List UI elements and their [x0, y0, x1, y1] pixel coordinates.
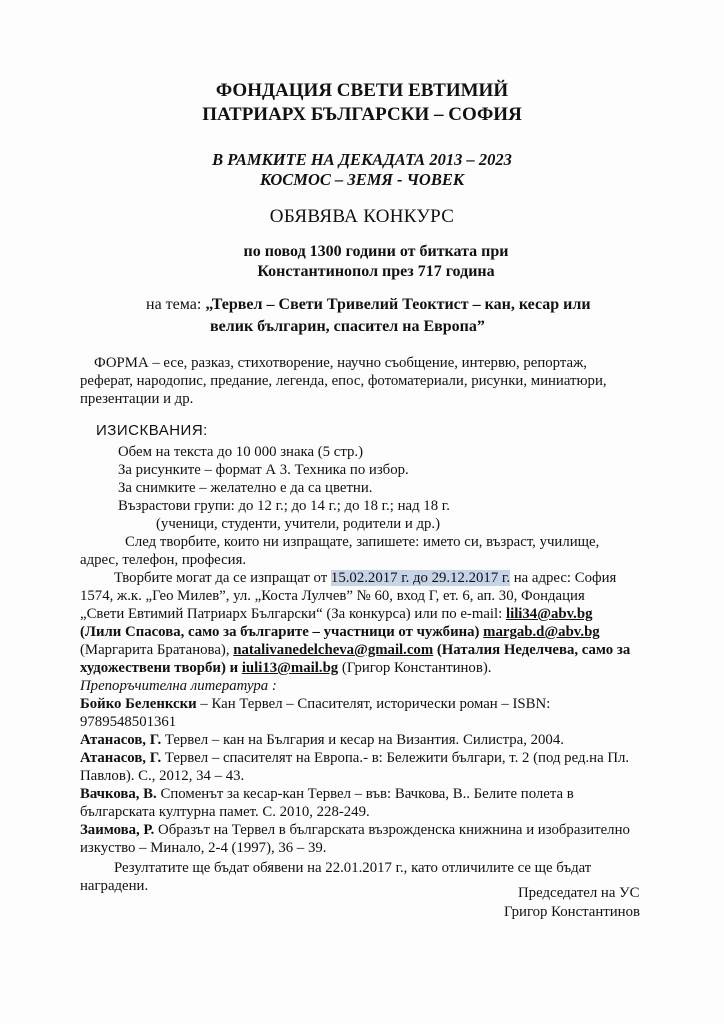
requirement-item: Обем на текста до 10 000 знака (5 стр.)	[118, 444, 364, 460]
literature-text: – Кан Тервел – Спасителят, исторически роман – ISBN:	[196, 696, 551, 712]
literature-text: Тервел – кан на България и кесар на Византия. Силистра, 2004.	[161, 732, 564, 748]
submission-text: на адрес: София	[510, 570, 617, 586]
requirement-item: За рисунките – формат А 3. Техника по избор.	[118, 462, 409, 478]
signature-name: Григор Константинов	[504, 904, 640, 920]
submission-line5	[80, 641, 630, 659]
after-works-line1: След творбите, които ни изпращате, запишете: името си, възраст, училище,	[125, 534, 600, 550]
literature-item-cont: Павлов). С., 2012, 34 – 43.	[80, 768, 245, 784]
topic-line1	[146, 294, 591, 315]
submission-note: (Лили Спасова, само за българите – участници от чужбина)	[80, 624, 480, 640]
literature-heading: Препоръчителна литература :	[80, 678, 277, 694]
submission-text: Творбите могат да се изпращат от	[114, 570, 331, 586]
form-line2: реферат, народопис, предание, легенда, епос, фотоматериали, рисунки, миниатюри,	[80, 373, 607, 389]
literature-author: Вачкова, В.	[80, 786, 157, 802]
topic-line2	[210, 316, 485, 337]
submission-dates: 15.02.2017 г. до 29.12.2017 г.	[330, 570, 511, 586]
literature-item	[80, 695, 550, 713]
decade-line2: КОСМОС – ЗЕМЯ - ЧОВЕК	[259, 170, 465, 189]
org-name-line1: ФОНДАЦИЯ СВЕТИ ЕВТИМИЙ	[215, 80, 509, 101]
occasion-line1: по повод 1300 години от битката при	[243, 243, 509, 260]
after-works-line2: адрес, телефон, професия.	[80, 552, 247, 568]
email-link-natali[interactable]: natalivanedelcheva@gmail.com	[233, 642, 434, 658]
literature-item	[80, 785, 574, 803]
requirement-item: Възрастови групи: до 12 г.; до 14 г.; до 18 г.; над 18 г.	[118, 498, 450, 514]
requirements-heading: ИЗИСКВАНИЯ:	[96, 422, 208, 439]
email-link-lili[interactable]: lili34@abv.bg	[505, 606, 593, 622]
submission-line2: 1574, ж.к. „Гео Милев”, ул. „Коста Лулчев” № 60, вход Г, ет. 6, ап. 30, Фондация	[80, 588, 585, 604]
results-line2: наградени.	[80, 878, 149, 894]
submission-text: (Григор Константинов).	[338, 660, 492, 676]
literature-author: Атанасов, Г.	[80, 750, 162, 766]
results-line1: Резултатите ще бъдат обявени на 22.01.2017 г., като отличилите се ще бъдат	[114, 860, 592, 876]
signature-title: Председател на УС	[518, 885, 640, 901]
literature-author: Атанасов, Г.	[80, 732, 162, 748]
literature-author: Бойко Беленкски	[80, 696, 197, 712]
announce-heading: ОБЯВЯВА КОНКУРС	[269, 206, 455, 227]
literature-item-cont: българската културна памет. С. 2010, 228-249.	[80, 804, 370, 820]
literature-item-cont: изкуство – Минало, 2-4 (1997), 36 – 39.	[80, 840, 327, 856]
submission-note: (Наталия Неделчева, само за	[436, 642, 631, 658]
org-name-line2: ПАТРИАРХ БЪЛГАРСКИ – СОФИЯ	[202, 104, 522, 125]
literature-author: Заимова, Р.	[80, 822, 155, 838]
form-line1: ФОРМА – есе, разказ, стихотворение, научно съобщение, интервю, репортаж,	[94, 355, 588, 371]
decade-line1: В РАМКИТЕ НА ДЕКАДАТА 2013 – 2023	[212, 150, 512, 169]
submission-line6	[80, 659, 491, 677]
email-link-iuli[interactable]: iuli13@mail.bg	[241, 660, 339, 676]
submission-line4	[80, 623, 600, 641]
topic-title-part2: велик българин, спасител на Европа”	[210, 318, 485, 335]
topic-prefix: на тема:	[146, 296, 206, 313]
literature-text: Споменът за кесар-кан Тервел – във: Вачкова, В.. Белите полета в	[156, 786, 574, 802]
submission-note: художествени творби) и	[80, 660, 239, 676]
email-link-margab[interactable]: margab.d@abv.bg	[483, 624, 600, 640]
literature-text: Образът на Тервел в българската възрожденска книжнина и изобразително	[154, 822, 630, 838]
literature-item	[80, 749, 629, 767]
submission-line3	[80, 605, 593, 623]
topic-title-part1: „Тервел – Свети Тривелий Теоктист – кан, кесар или	[205, 296, 591, 313]
literature-text: Тервел – спасителят на Европа.- в: Бележити българи, т. 2 (под ред.на Пл.	[161, 750, 630, 766]
literature-item	[80, 821, 630, 839]
requirement-item: (ученици, студенти, учители, родители и др.)	[156, 516, 441, 532]
occasion-line2: Константинопол през 717 година	[257, 263, 495, 280]
requirement-item: За снимките – желателно е да са цветни.	[118, 480, 373, 496]
submission-line1	[114, 569, 616, 587]
form-line3: презентации и др.	[80, 391, 194, 407]
submission-text: „Свети Евтимий Патриарх Български“ (За конкурса) или по e-mail:	[80, 606, 506, 622]
submission-text: (Маргарита Братанова),	[80, 642, 234, 658]
literature-item-cont: 9789548501361	[80, 714, 177, 730]
literature-item	[80, 731, 564, 749]
